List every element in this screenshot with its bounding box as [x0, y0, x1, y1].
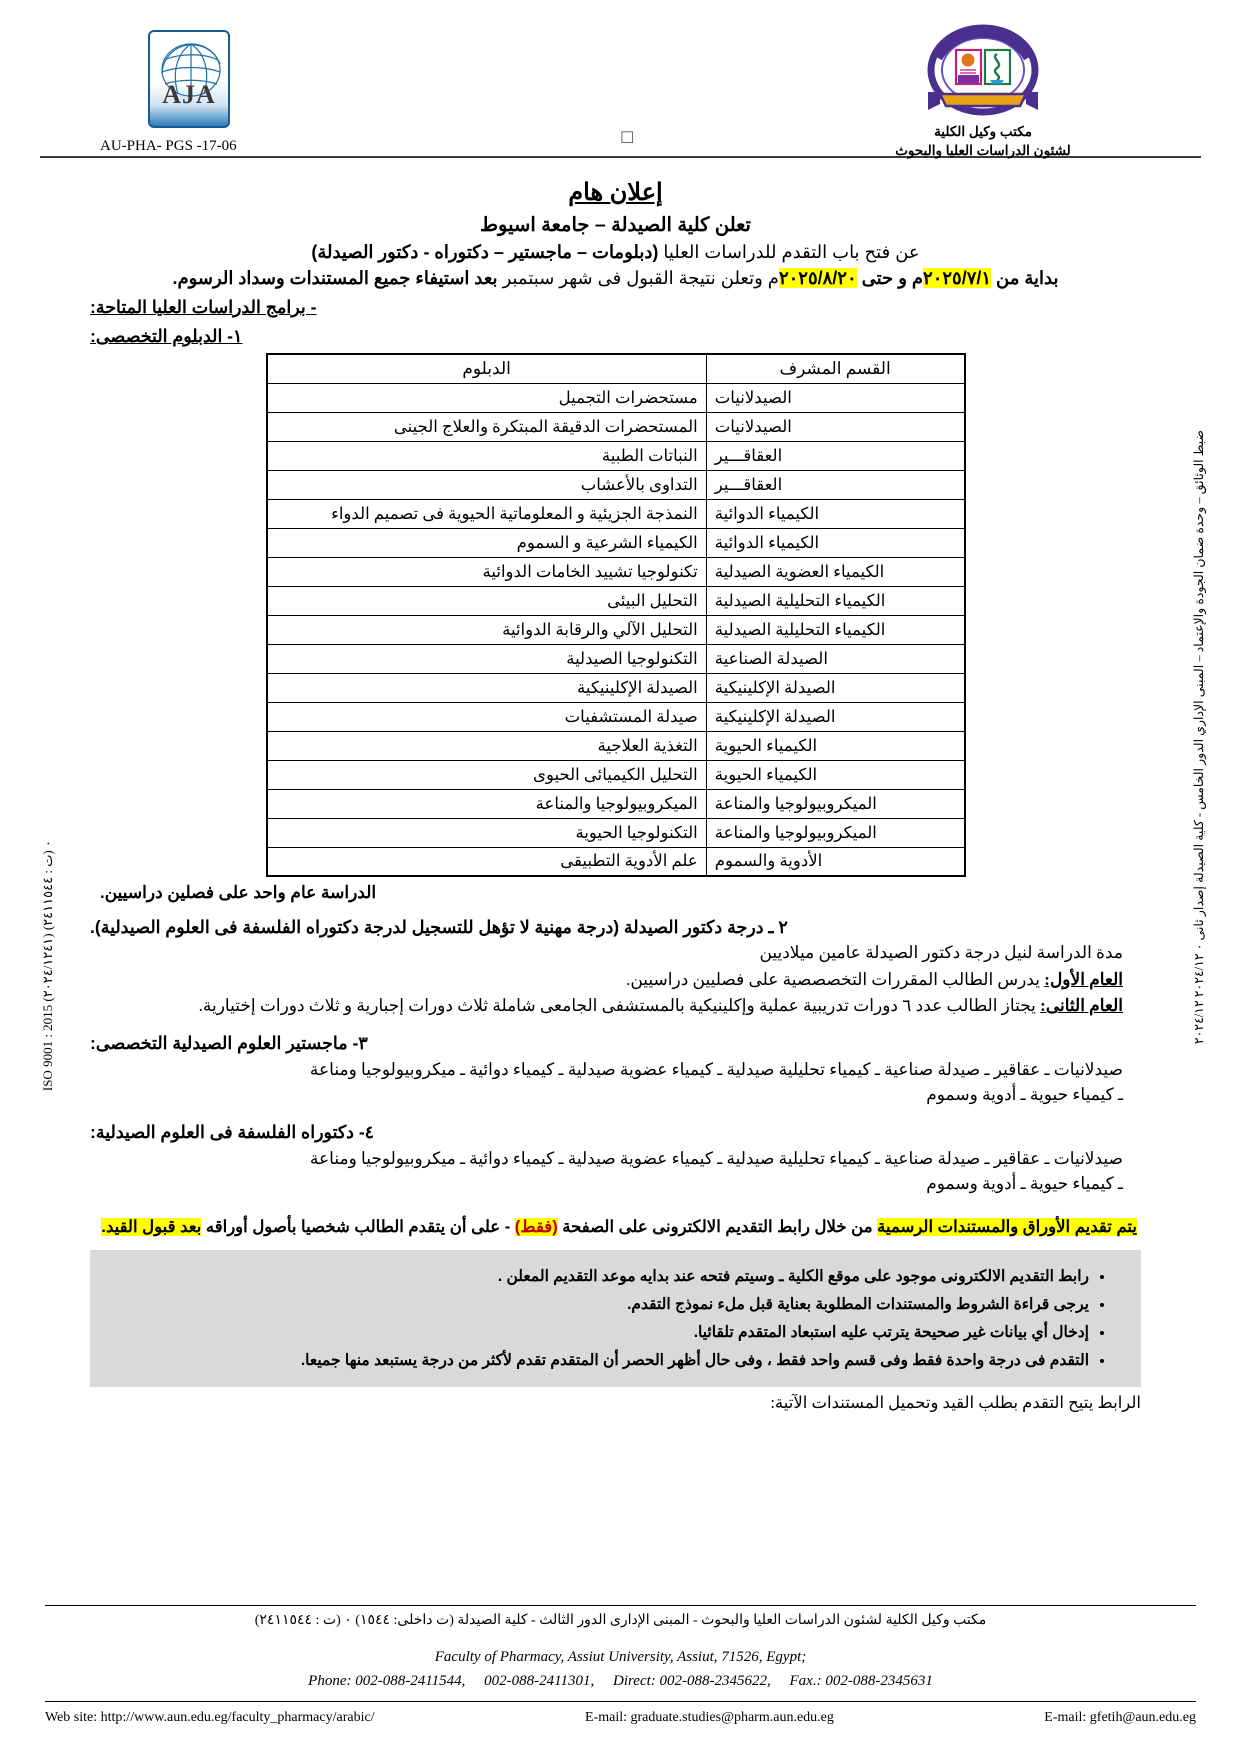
- submission-highlight-note: [90, 1215, 1141, 1241]
- cell-department: العقاقـــير: [706, 441, 964, 470]
- column-header-diploma: الدبلوم: [267, 354, 707, 383]
- cell-department: الميكروبيولوجيا والمناعة: [706, 818, 964, 847]
- footer-english-address: [45, 1645, 1196, 1693]
- table-row: [267, 557, 965, 586]
- table-head: [267, 354, 965, 383]
- table-row: [267, 470, 965, 499]
- table-row: [267, 702, 965, 731]
- announcement-opening-line: [90, 242, 1141, 263]
- cell-department: الأدوية والسموم: [706, 847, 964, 876]
- cell-diploma: التداوى بالأعشاب: [267, 470, 707, 499]
- cell-department: الصيدلانيات: [706, 383, 964, 412]
- diploma-programs-table: [266, 353, 966, 877]
- programs-available-heading: - برامج الدراسات العليا المتاحة:: [90, 297, 317, 317]
- table-row: [267, 731, 965, 760]
- section-2-year1: [90, 968, 1141, 993]
- opening-text: عن فتح باب التقدم للدراسات العليا: [658, 242, 920, 262]
- header-placeholder-glyph: ☐: [620, 130, 635, 147]
- cell-department: العقاقـــير: [706, 470, 964, 499]
- cell-diploma: النمذجة الجزيئية و المعلوماتية الحيوية فى تصميم الدواء: [267, 499, 707, 528]
- side-margin-text-left: ISO 9001 : 2015 (٢٠٢٤/١٢٤١) ٠ (ت : ٢٤١١٥٤٤): [40, 840, 55, 1092]
- cell-department: الكيمياء العضوية الصيدلية: [706, 557, 964, 586]
- note-part1: يتم تقديم الأوراق والمستندات الرسمية: [877, 1217, 1137, 1236]
- table-row: [267, 412, 965, 441]
- footer-phone-line: [45, 1669, 1196, 1693]
- footer-faculty-line: Faculty of Pharmacy, Assiut University, Assiut, 71526, Egypt;: [434, 1649, 807, 1665]
- year2-text: يجتاز الطالب عدد ٦ دورات تدريبية عملية وإكلينيكية بالمستشفى الجامعى شاملة ثلاث دورات إجبارية و ثلاث دورات إختيارية.: [198, 996, 1041, 1016]
- table-row: [267, 441, 965, 470]
- notes-list: [106, 1266, 1111, 1371]
- cell-department: الكيمياء التحليلية الصيدلية: [706, 586, 964, 615]
- aja-logo-text: AJA: [162, 80, 216, 109]
- cell-department: الصيدلة الصناعية: [706, 644, 964, 673]
- cell-diploma: التكنولوجيا الحيوية: [267, 818, 707, 847]
- footer-divider-top: [45, 1605, 1196, 1606]
- cell-diploma: التحليل البيئى: [267, 586, 707, 615]
- section-3-heading: ٣- ماجستير العلوم الصيدلية التخصصى:: [90, 1032, 368, 1053]
- office-title-line2: لشئون الدراسات العليا والبحوث: [895, 143, 1071, 158]
- cell-department: الصيدلانيات: [706, 412, 964, 441]
- table-row: [267, 673, 965, 702]
- document-header: [0, 0, 1241, 158]
- section-3-line1: صيدلانيات ـ عقاقير ـ صيدلة صناعية ـ كيمياء تحليلية صيدلية ـ كيمياء عضوية صيدلية ـ كيمياء دوائية ـ ميكروبيولوجيا ومناعة: [309, 1059, 1123, 1079]
- footer-contacts-row: [45, 1701, 1196, 1726]
- cell-diploma: صيدلة المستشفيات: [267, 702, 707, 731]
- year1-text: يدرس الطالب المقررات التخصصصية على فصليين دراسيين.: [626, 969, 1045, 989]
- year1-label: العام الأول:: [1044, 969, 1123, 989]
- table-header-row: [267, 354, 965, 383]
- footer-website[interactable]: Web site: http://www.aun.edu.eg/faculty_pharmacy/arabic/: [45, 1710, 375, 1725]
- section-2-duration: مدة الدراسة لنيل درجة دكتور الصيدلة عامين ميلاديين: [759, 943, 1123, 962]
- cell-diploma: التحليل الآلي والرقابة الدوائية: [267, 615, 707, 644]
- note-item: • رابط التقديم الالكترونى موجود على موقع الكلية ـ وسيتم فتحه عند بدايه موعد التقديم المعلن .: [106, 1266, 1089, 1288]
- footer-fax-line: Fax.: 002-088-2345631: [789, 1673, 933, 1689]
- note-item: • يرجى قراءة الشروط والمستندات المطلوبة بعناية قبل ملء نموذج التقدم.: [106, 1294, 1089, 1316]
- table-row: [267, 586, 965, 615]
- note-part2: من خلال رابط التقديم الالكترونى على الصفحة: [557, 1217, 878, 1236]
- note-part4: - على أن يتقدم الطالب شخصيا بأصول أوراقه: [201, 1217, 515, 1236]
- table-row: [267, 847, 965, 876]
- table-row: [267, 615, 965, 644]
- cell-department: الصيدلة الإكلينيكية: [706, 673, 964, 702]
- cell-department: الكيمياء الدوائية: [706, 528, 964, 557]
- section-1-heading: ١- الدبلوم التخصصى:: [90, 326, 243, 346]
- section-4-line1: صيدلانيات ـ عقاقير ـ صيدلة صناعية ـ كيمياء تحليلية صيدلية ـ كيمياء عضوية صيدلية ـ كيمياء دوائية ـ ميكروبيولوجيا ومناعة: [309, 1148, 1123, 1168]
- study-duration-note: الدراسة عام واحد على فصلين دراسيين.: [100, 883, 377, 902]
- cell-department: الكيمياء الحيوية: [706, 760, 964, 789]
- section-3-line2: ـ كيمياء حيوية ـ أدوية وسموم: [926, 1085, 1123, 1105]
- footer-phone-2: 002-088-2411301,: [484, 1673, 595, 1689]
- date-suffix-bold: بعد استيفاء جميع المستندات وسداد الرسوم.: [172, 268, 498, 288]
- footer-direct-line: Direct: 002-088-2345622,: [613, 1673, 771, 1689]
- faculty-of-pharmacy-logo-icon: [924, 22, 1042, 122]
- table-row: [267, 383, 965, 412]
- cell-diploma: تكنولوجيا تشييد الخامات الدوائية: [267, 557, 707, 586]
- footer-email-1[interactable]: E-mail: graduate.studies@pharm.aun.edu.eg: [585, 1710, 834, 1725]
- side-margin-text-right: ضبط الوثائق – وحدة ضمان الجودة والإعتماد – المبنى الإداري الدور الخامس - كلية الصيدلة إصدار ثانى ٠ ٢٠٢٤/١٢ ٢٠٢٤/١٢: [1192, 430, 1206, 1045]
- cell-department: الميكروبيولوجيا والمناعة: [706, 789, 964, 818]
- table-row: [267, 528, 965, 557]
- date-prefix: بداية من: [991, 268, 1059, 288]
- cell-diploma: التحليل الكيميائى الحيوى: [267, 760, 707, 789]
- footer-email-2[interactable]: E-mail: gfetih@aun.edu.eg: [1044, 1710, 1196, 1725]
- document-content: [0, 158, 1241, 1413]
- cell-diploma: الكيمياء الشرعية و السموم: [267, 528, 707, 557]
- note-part3-only: (فقط): [514, 1217, 558, 1236]
- cell-diploma: المستحضرات الدقيقة المبتكرة والعلاج الجينى: [267, 412, 707, 441]
- date-mid: م و حتى: [856, 268, 924, 288]
- table-row: [267, 789, 965, 818]
- cell-diploma: التكنولوجيا الصيدلية: [267, 644, 707, 673]
- table-row: [267, 499, 965, 528]
- cell-department: الكيمياء التحليلية الصيدلية: [706, 615, 964, 644]
- table-row: [267, 644, 965, 673]
- cell-diploma: مستحضرات التجميل: [267, 383, 707, 412]
- section-4-heading: ٤- دكتوراه الفلسفة فى العلوم الصيدلية:: [90, 1121, 375, 1142]
- announcement-subtitle: تعلن كلية الصيدلة – جامعة اسيوط: [480, 214, 751, 236]
- footer-arabic-address: مكتب وكيل الكلية لشئون الدراسات العليا والبحوث - المبنى الإدارى الدور الثالث - كلية الصيدلة (ت داخلى: ١٥٤٤) ٠ (ت : ٢٤١١٥٤٤): [254, 1613, 987, 1628]
- note-item: • التقدم فى درجة واحدة فقط وفى قسم واحد فقط ، وفى حال أظهر الحصر أن المتقدم تقدم لأكثر من درجة يستبعد منها جميعا.: [106, 1350, 1089, 1372]
- cell-diploma: التغذية العلاجية: [267, 731, 707, 760]
- office-title-line1: مكتب وكيل الكلية: [934, 124, 1032, 139]
- application-date-line: [90, 268, 1141, 289]
- link-availability-line: الرابط يتيح التقدم بطلب القيد وتحميل المستندات الآتية:: [770, 1393, 1141, 1413]
- aja-accreditation-logo: [148, 30, 230, 128]
- document-footer: [0, 1605, 1241, 1726]
- notes-box: [90, 1250, 1141, 1387]
- cell-department: الكيمياء الحيوية: [706, 731, 964, 760]
- cell-diploma: الميكروبيولوجيا والمناعة: [267, 789, 707, 818]
- note-part5: بعد قبول القيد.: [101, 1217, 202, 1236]
- year2-label: العام الثانى:: [1040, 996, 1123, 1016]
- cell-department: الصيدلة الإكلينيكية: [706, 702, 964, 731]
- column-header-department: القسم المشرف: [706, 354, 964, 383]
- note-item: • إدخال أي بيانات غير صحيحة يترتب عليه استبعاد المتقدم تلقائيا.: [106, 1322, 1089, 1344]
- date-from: ٢٠٢٥/٧/١: [923, 268, 992, 288]
- document-code: AU-PHA- PGS -17-06: [100, 138, 237, 154]
- cell-diploma: النباتات الطبية: [267, 441, 707, 470]
- faculty-logo-block: [873, 22, 1093, 159]
- footer-phone-1: Phone: 002-088-2411544,: [308, 1673, 466, 1689]
- degree-types: (دبلومات – ماجستير – دكتوراه - دكتور الصيدلة): [311, 242, 659, 262]
- table-row: [267, 818, 965, 847]
- date-to: ٢٠٢٥/٨/٢٠: [778, 268, 857, 288]
- cell-diploma: الصيدلة الإكلينيكية: [267, 673, 707, 702]
- page-title: إعلان هام: [568, 179, 663, 206]
- section-2-year2: [90, 994, 1141, 1019]
- section-2-heading: ٢ ـ درجة دكتور الصيدلة (درجة مهنية لا تؤهل للتسجيل لدرجة دكتوراه الفلسفة فى العلوم الصيدلية).: [90, 917, 788, 937]
- section-4-line2: ـ كيمياء حيوية ـ أدوية وسموم: [926, 1174, 1123, 1194]
- cell-diploma: علم الأدوية التطبيقى: [267, 847, 707, 876]
- cell-department: الكيمياء الدوائية: [706, 499, 964, 528]
- date-suffix: م وتعلن نتيجة القبول فى شهر سبتمبر: [497, 268, 779, 288]
- table-body: [267, 383, 965, 876]
- table-row: [267, 760, 965, 789]
